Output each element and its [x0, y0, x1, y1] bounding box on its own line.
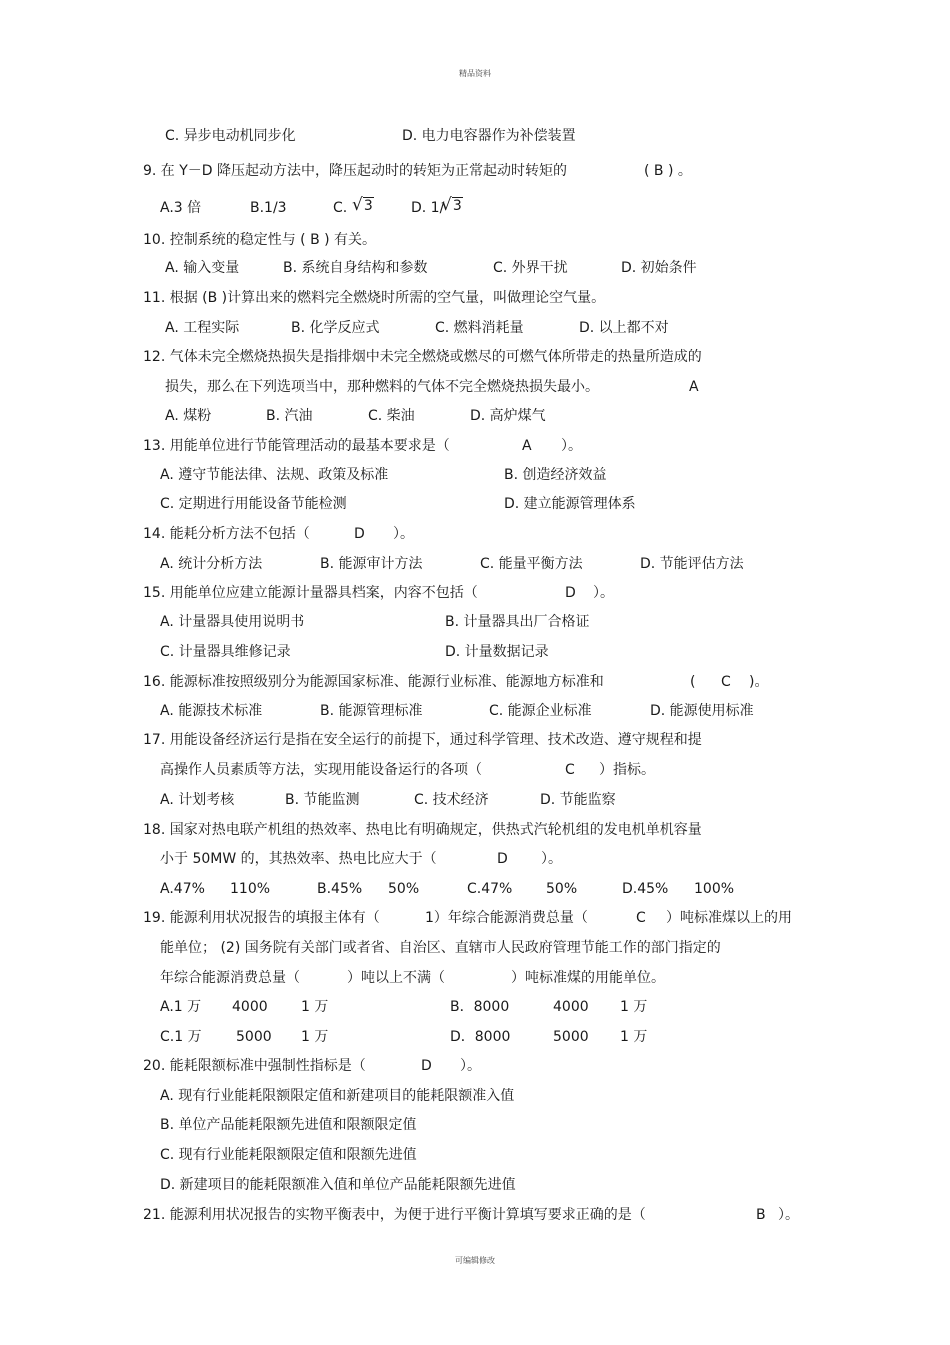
text-segment: ）。 [778, 1207, 799, 1223]
text-segment: C. 现有行业能耗限额限定值和限额先进值 [160, 1147, 417, 1163]
text-segment: 14. 能耗分析方法不包括（ [143, 526, 310, 542]
text-segment: B. 化学反应式 [291, 320, 380, 336]
text-segment: 13. 用能单位进行节能管理活动的最基本要求是（ [143, 438, 450, 454]
text-segment: B. 计量器具出厂合格证 [445, 614, 590, 630]
text-segment: A [522, 438, 532, 454]
text-segment: 50% [546, 881, 578, 897]
text-segment: B. 系统自身结构和参数 [283, 260, 428, 276]
text-segment: B.45% [317, 881, 363, 897]
text-segment: D [421, 1058, 432, 1074]
text-segment: ）吨标准煤的用能单位。 [511, 970, 665, 986]
text-segment: 10. 控制系统的稳定性与 ( B ) 有关。 [143, 232, 377, 248]
text-segment: C. 定期进行用能设备节能检测 [160, 496, 347, 512]
text-segment: C. 能量平衡方法 [480, 556, 583, 572]
text-segment: 1 万 [301, 999, 329, 1015]
text-segment: D. 建立能源管理体系 [504, 496, 636, 512]
text-segment: A. 遵守节能法律、法规、政策及标准 [160, 467, 389, 483]
text-segment: C. 计量器具维修记录 [160, 644, 291, 660]
text-segment: 50% [388, 881, 420, 897]
text-segment: A. 煤粉 [165, 408, 212, 424]
text-segment: D. 1/ [411, 200, 445, 216]
text-segment: C [565, 762, 575, 778]
text-segment: 9. 在 Y－D 降压起动方法中，降压起动时的转矩为正常起动时转矩的 [143, 163, 568, 179]
text-segment: 12. 气体未完全燃烧热损失是指排烟中未完全燃烧或燃尽的可燃气体所带走的热量所造成的 [143, 349, 702, 365]
text-segment: 4000 [553, 999, 589, 1015]
text-segment: B．8000 [450, 999, 510, 1015]
text-segment: C [721, 674, 731, 690]
text-segment: C. 柴油 [368, 408, 415, 424]
text-segment: 1 万 [620, 999, 648, 1015]
text-segment: ）。 [393, 526, 414, 542]
text-segment: C. 能源企业标准 [489, 703, 592, 719]
text-segment: C. 燃料消耗量 [435, 320, 524, 336]
text-segment: D [565, 585, 576, 601]
text-segment: ( B ) 。 [644, 163, 692, 179]
text-segment: ）吨标准煤以上的用 [666, 910, 792, 926]
text-segment: B. 节能监测 [285, 792, 360, 808]
text-segment: 15. 用能单位应建立能源计量器具档案，内容不包括（ [143, 585, 478, 601]
text-segment: 20. 能耗限额标准中强制性指标是（ [143, 1058, 366, 1074]
text-segment: A. 计划考核 [160, 792, 235, 808]
text-segment: A. 工程实际 [165, 320, 240, 336]
text-segment: D．8000 [450, 1029, 511, 1045]
text-segment: B.1/3 [250, 200, 287, 216]
text-segment: 1）年综合能源消费总量（ [425, 910, 588, 926]
text-segment: ）。 [460, 1058, 481, 1074]
text-segment: D. 节能评估方法 [640, 556, 744, 572]
text-segment: ）指标。 [599, 762, 655, 778]
text-segment: D. 高炉煤气 [470, 408, 546, 424]
text-segment: ）。 [561, 438, 582, 454]
text-segment: ）。 [593, 585, 614, 601]
text-segment: 能单位； (2) 国务院有关部门或者省、自治区、直辖市人民政府管理节能工作的部门指定的 [160, 940, 721, 956]
text-segment: B. 能源管理标准 [320, 703, 423, 719]
text-segment: 110% [230, 881, 271, 897]
text-segment: A [689, 379, 699, 395]
text-segment: D. 节能监察 [540, 792, 616, 808]
text-segment: ）。 [541, 851, 562, 867]
text-segment: D. 电力电容器作为补偿装置 [402, 128, 576, 144]
page-footer: 可编辑修改 [455, 1256, 495, 1265]
text-segment: B. 单位产品能耗限额先进值和限额限定值 [160, 1117, 417, 1133]
text-segment: C. [333, 200, 348, 216]
text-segment: 4000 [232, 999, 268, 1015]
sqrt-three-c: √3 [352, 195, 373, 215]
text-segment: 1 万 [620, 1029, 648, 1045]
text-segment: D. 计量数据记录 [445, 644, 549, 660]
text-segment: C. 技术经济 [414, 792, 489, 808]
text-segment: B [756, 1207, 766, 1223]
text-segment: 19. 能源利用状况报告的填报主体有（ [143, 910, 380, 926]
text-segment: ）吨以上不满（ [347, 970, 445, 986]
text-segment: )。 [749, 674, 769, 690]
text-segment: A.47% [160, 881, 205, 897]
text-segment: A. 统计分析方法 [160, 556, 263, 572]
text-segment: A. 计量器具使用说明书 [160, 614, 305, 630]
sqrt-three-d: √3 [441, 195, 462, 215]
text-segment: C. 异步电动机同步化 [165, 128, 296, 144]
text-segment: 高操作人员素质等方法，实现用能设备运行的各项（ [160, 762, 482, 778]
text-segment: C.1 万 [160, 1029, 202, 1045]
text-segment: 小于 50MW 的，其热效率、热电比应大于（ [160, 851, 437, 867]
text-segment: B. 能源审计方法 [320, 556, 423, 572]
text-segment: A. 能源技术标准 [160, 703, 263, 719]
text-segment: C [636, 910, 646, 926]
text-segment: 21. 能源利用状况报告的实物平衡表中，为便于进行平衡计算填写要求正确的是（ [143, 1207, 646, 1223]
text-segment: A. 现有行业能耗限额限定值和新建项目的能耗限额准入值 [160, 1088, 515, 1104]
text-segment: ( [690, 674, 696, 690]
text-segment: D. 初始条件 [621, 260, 697, 276]
text-segment: 5000 [236, 1029, 272, 1045]
text-segment: 17. 用能设备经济运行是指在安全运行的前提下，通过科学管理、技术改造、遵守规程和提 [143, 732, 702, 748]
text-segment: B. 汽油 [266, 408, 313, 424]
text-segment: A.3 倍 [160, 200, 202, 216]
text-segment: 100% [694, 881, 735, 897]
text-segment: 11. 根据 (B )计算出来的燃料完全燃烧时所需的空气量，叫做理论空气量。 [143, 290, 606, 306]
text-segment: C. 外界干扰 [493, 260, 568, 276]
text-segment: 16. 能源标准按照级别分为能源国家标准、能源行业标准、能源地方标准和 [143, 674, 604, 690]
text-segment: A. 输入变量 [165, 260, 240, 276]
text-segment: 1 万 [301, 1029, 329, 1045]
text-segment: 损失，那么在下列选项当中，那种燃料的气体不完全燃烧热损失最小。 [165, 379, 599, 395]
text-segment: 5000 [553, 1029, 589, 1045]
text-segment: B. 创造经济效益 [504, 467, 607, 483]
text-segment: A.1 万 [160, 999, 202, 1015]
text-segment: D. 新建项目的能耗限额准入值和单位产品能耗限额先进值 [160, 1177, 516, 1193]
text-segment: D. 能源使用标准 [650, 703, 754, 719]
text-segment: 18. 国家对热电联产机组的热效率、热电比有明确规定，供热式汽轮机组的发电机单机容量 [143, 822, 702, 838]
page-header: 精品资料 [459, 69, 491, 78]
text-segment: 年综合能源消费总量（ [160, 970, 300, 986]
text-segment: D.45% [622, 881, 669, 897]
text-segment: D [354, 526, 365, 542]
text-segment: D [497, 851, 508, 867]
text-segment: D. 以上都不对 [579, 320, 669, 336]
text-segment: C.47% [467, 881, 513, 897]
